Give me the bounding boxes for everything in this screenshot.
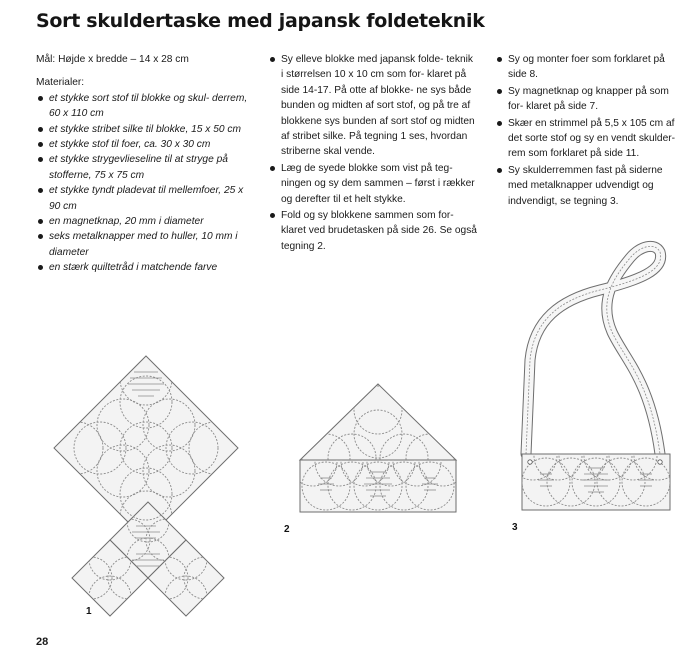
figure-3-label: 3 [512, 522, 518, 533]
materials-item: en stærk quiltetråd i matchende farve [36, 260, 256, 275]
materials-item: en magnetknap, 20 mm i diameter [36, 214, 256, 229]
materials-item: et stykke stof til foer, ca. 30 x 30 cm [36, 137, 256, 152]
step-item: Sy skulderremmen fast på siderne med metalknapper udvendigt og indvendigt, se tegning 3. [495, 163, 685, 209]
materials-item: seks metalknapper med to huller, 10 mm i diameter [36, 229, 256, 260]
figure-1 [30, 350, 255, 620]
step-item: Skær en strimmel på 5,5 x 105 cm af det sorte stof og sy en vendt skulder- rem som forklaret på side 11. [495, 116, 685, 162]
figure-2-drawing [286, 378, 471, 518]
step-item: Sy og monter foer som forklaret på side 8. [495, 52, 685, 83]
figure-2-label: 2 [284, 524, 290, 535]
instructions-column-right [495, 52, 685, 210]
steps-list-right [495, 52, 685, 209]
instructions-column-middle [268, 52, 478, 255]
figure-2 [284, 378, 471, 535]
materials-item: et stykke tyndt pladevat til mellemfoer, 25 x 90 cm [36, 183, 256, 214]
step-item: Fold og sy blokkene sammen som for- klaret ved brudetasken på side 26. Se også tegning 2. [268, 208, 478, 254]
materials-heading: Materialer: [36, 77, 85, 89]
page-number: 28 [36, 636, 49, 648]
page-title: Sort skuldertaske med japansk foldeteknik [36, 10, 485, 32]
figure-3 [500, 240, 690, 533]
materials-item: et stykke sort stof til blokke og skul- derrem, 60 x 110 cm [36, 91, 256, 122]
materials-list [36, 91, 256, 276]
step-item: Sy elleve blokke med japansk folde- teknik i størrelsen 10 x 10 cm som for- klaret på side 14-17. På otte af blokke- ne sys både bunden og midten af sort stof, og på tre af blokkene sys bunden af sort stof og midten af stribet silke. På tegning 1 ses, hvordan striberne skal vende. [268, 52, 478, 160]
steps-list-middle [268, 52, 478, 254]
figure-3-drawing [500, 240, 690, 530]
figure-1-drawing [30, 350, 255, 620]
materials-column [36, 52, 256, 276]
materials-item: et stykke stribet silke til blokke, 15 x 50 cm [36, 122, 256, 137]
materials-item: et stykke strygevlieseline til at stryge på stofferne, 75 x 75 cm [36, 152, 256, 183]
dimensions-text: Mål: Højde x bredde – 14 x 28 cm [36, 54, 189, 65]
step-item: Læg de syede blokke som vist på teg- ningen og sy dem sammen – først i rækker og derefter til et helt stykke. [268, 161, 478, 207]
figure-1-label: 1 [86, 606, 92, 617]
step-item: Sy magnetknap og knapper på som for- klaret på side 7. [495, 84, 685, 115]
